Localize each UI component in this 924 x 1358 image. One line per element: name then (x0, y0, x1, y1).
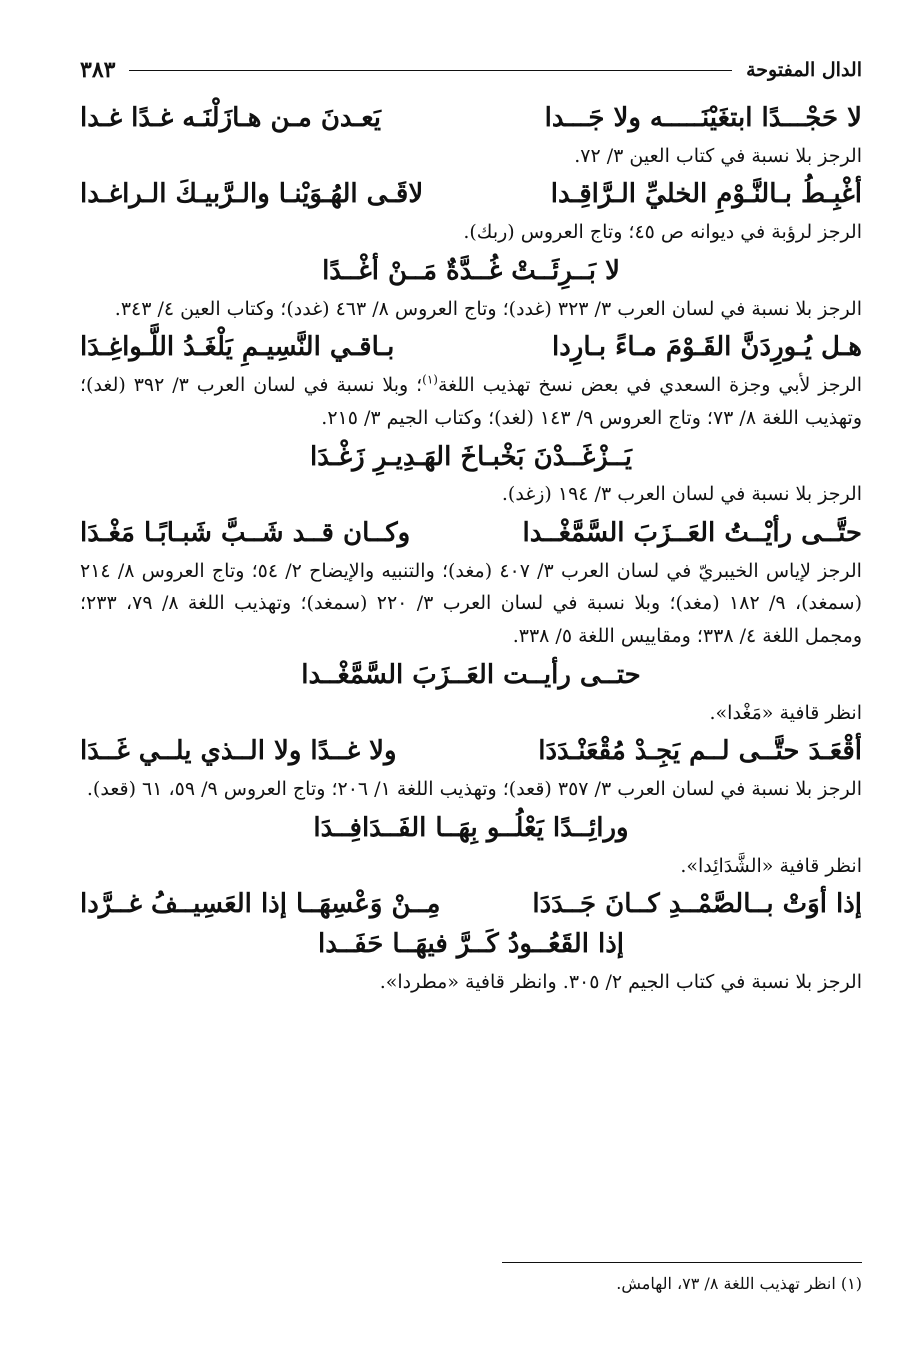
source-note-text: الرجز لإياس الخيبريّ في لسان العرب ٣/ ٤٠٧ (مغد)؛ والتنبيه والإيضاح ٢/ ٥٤؛ وتاج العروس ٨/ ٢١٤ (سمغد)، ٩/ ١٨٢ (مغد)؛ وبلا نسبة في لسان العرب ٣/ ٢٢٠ (سمغد)؛ وتهذيب اللغة ٨/ ٧٩، ٢٣٣؛ ومجمل اللغة ٤/ ٣٣٨؛ ومقاييس اللغة ٥/ ٣٣٨. (80, 559, 862, 648)
source-note-text: الرجز بلا نسبة في لسان العرب ٣/ ٣٢٣ (غدد)؛ وتاج العروس ٨/ ٤٦٣ (غدد)؛ وكتاب العين ٤/ ٣٤٣. (114, 297, 862, 320)
verse-second-hemistich: ولا غــدًا ولا الــذي يلــي غَــدَا (80, 736, 397, 767)
verse-line (80, 178, 862, 212)
verse-single-hemistich: إذا القَعُــودُ كَــرَّ فيهَــا حَفَــدا (317, 929, 625, 960)
verse-single-hemistich: حتــى رأيــت العَــزَبَ السَّمَّغْــدا (301, 659, 641, 690)
verse-single-hemistich: لا بَــرِئَــتْ غُــدَّةٌ مَــنْ أغْــدًا (322, 255, 620, 286)
verse-first-hemistich: لا حَجْـــدًا ابتغَيْنَـــــه ولا جَـــدا (544, 103, 862, 133)
verse-second-hemistich: مِــنْ وَعْسِهَــا إذا العَسِيــفُ غــرَّدا (80, 889, 441, 920)
source-note (80, 555, 862, 653)
source-note (80, 478, 862, 511)
verse-single-hemistich: ورائِــدًا يَعْلُــو بِهَــا الفَــدَافِــدَا (313, 812, 629, 843)
footnote-marker[interactable]: (١) (422, 372, 438, 387)
header-rule (129, 70, 732, 71)
verse-line (80, 331, 862, 365)
source-note-text: الرجز بلا نسبة في كتاب الجيم ٢/ ٣٠٥. وانظر قافية «مطردا». (379, 970, 862, 993)
source-note-text: الرجز بلا نسبة في لسان العرب ٣/ ٣٥٧ (قعد)؛ وتهذيب اللغة ١/ ٢٠٦؛ وتاج العروس ٩/ ٥٩، ٦١ (قعد). (86, 778, 862, 801)
verse-second-hemistich: يَعـدنَ مـن هـازَلْنَـه غـدًا غـدا (80, 103, 381, 133)
source-note-text: انظر قافية «مَغْدا». (709, 701, 862, 724)
verse-first-hemistich: إذا أوَتْ بــالصَّمْــدِ كــانَ جَــدَدَا (532, 889, 862, 920)
verse-first-hemistich: أقْعَـدَ حتَّــى لــم يَجِـدْ مُقْعَنْـدَدَا (538, 736, 862, 767)
verse-single-hemistich: يَــزْغَــدْنَ بَخْبـاخَ الهَـدِيـرِ زَغْـدَا (310, 441, 632, 472)
source-note-text: الرجز بلا نسبة في كتاب العين ٣/ ٧٢. (574, 144, 862, 167)
page-body (80, 96, 862, 1005)
source-note (80, 697, 862, 730)
source-note (80, 966, 862, 999)
verse-second-hemistich: بـاقـي النَّسِيـمِ يَلْغَـدُ اللَّـواغِـدَا (80, 332, 395, 363)
source-note-text: الرجز بلا نسبة في لسان العرب ٣/ ١٩٤ (زغد). (501, 483, 862, 506)
source-note (80, 140, 862, 173)
verse-line (80, 888, 862, 922)
source-note (80, 773, 862, 806)
verse-second-hemistich: لاقَـى الهُـوَيْنـا والـرَّبيـكَ الـراغـدا (80, 179, 424, 210)
source-note-text: ؛ وبلا نسبة في لسان العرب ٣/ ٣٩٢ (لغد)؛ وتهذيب اللغة ٨/ ٧٣؛ وتاج العروس ٩/ ١٤٣ (لغد)؛ وكتاب الجيم ٣/ ٢١٥. (80, 374, 862, 429)
source-note (80, 850, 862, 883)
verse-line (80, 517, 862, 551)
running-header (80, 52, 862, 88)
verse-first-hemistich: حتَّــى رأيْــتُ العَــزَبَ السَّمَّغْــدا (522, 518, 862, 549)
source-note-text: الرجز لأبي وجزة السعدي في بعض نسخ تهذيب اللغة (437, 374, 862, 397)
source-note-text: الرجز لرؤبة في ديوانه ص ٤٥؛ وتاج العروس (ربك). (463, 221, 862, 244)
source-note (80, 216, 862, 249)
verse-second-hemistich: وكــان قــد شَــبَّ شَبـابًـا مَغْـدَا (80, 518, 411, 549)
source-note-text: انظر قافية «الشَّدَائِدا». (680, 854, 862, 877)
footnote: (١) انظر تهذيب اللغة ٨/ ٧٣، الهامش. (616, 1274, 862, 1293)
verse-line (80, 735, 862, 769)
chapter-title: الدال المفتوحة (746, 59, 862, 81)
footnote-rule (502, 1262, 862, 1263)
verse-first-hemistich: هـل يُـورِدَنَّ القَـوْمَ مـاءً بـارِدا (551, 332, 862, 363)
verse-line (80, 102, 862, 136)
source-note (80, 293, 862, 326)
page-number: ٣٨٣ (80, 57, 116, 83)
source-note (80, 369, 862, 434)
verse-first-hemistich: أغْبِـطُ بـالنَّـوْمِ الخليِّ الـرَّاقِـدا (550, 179, 862, 210)
